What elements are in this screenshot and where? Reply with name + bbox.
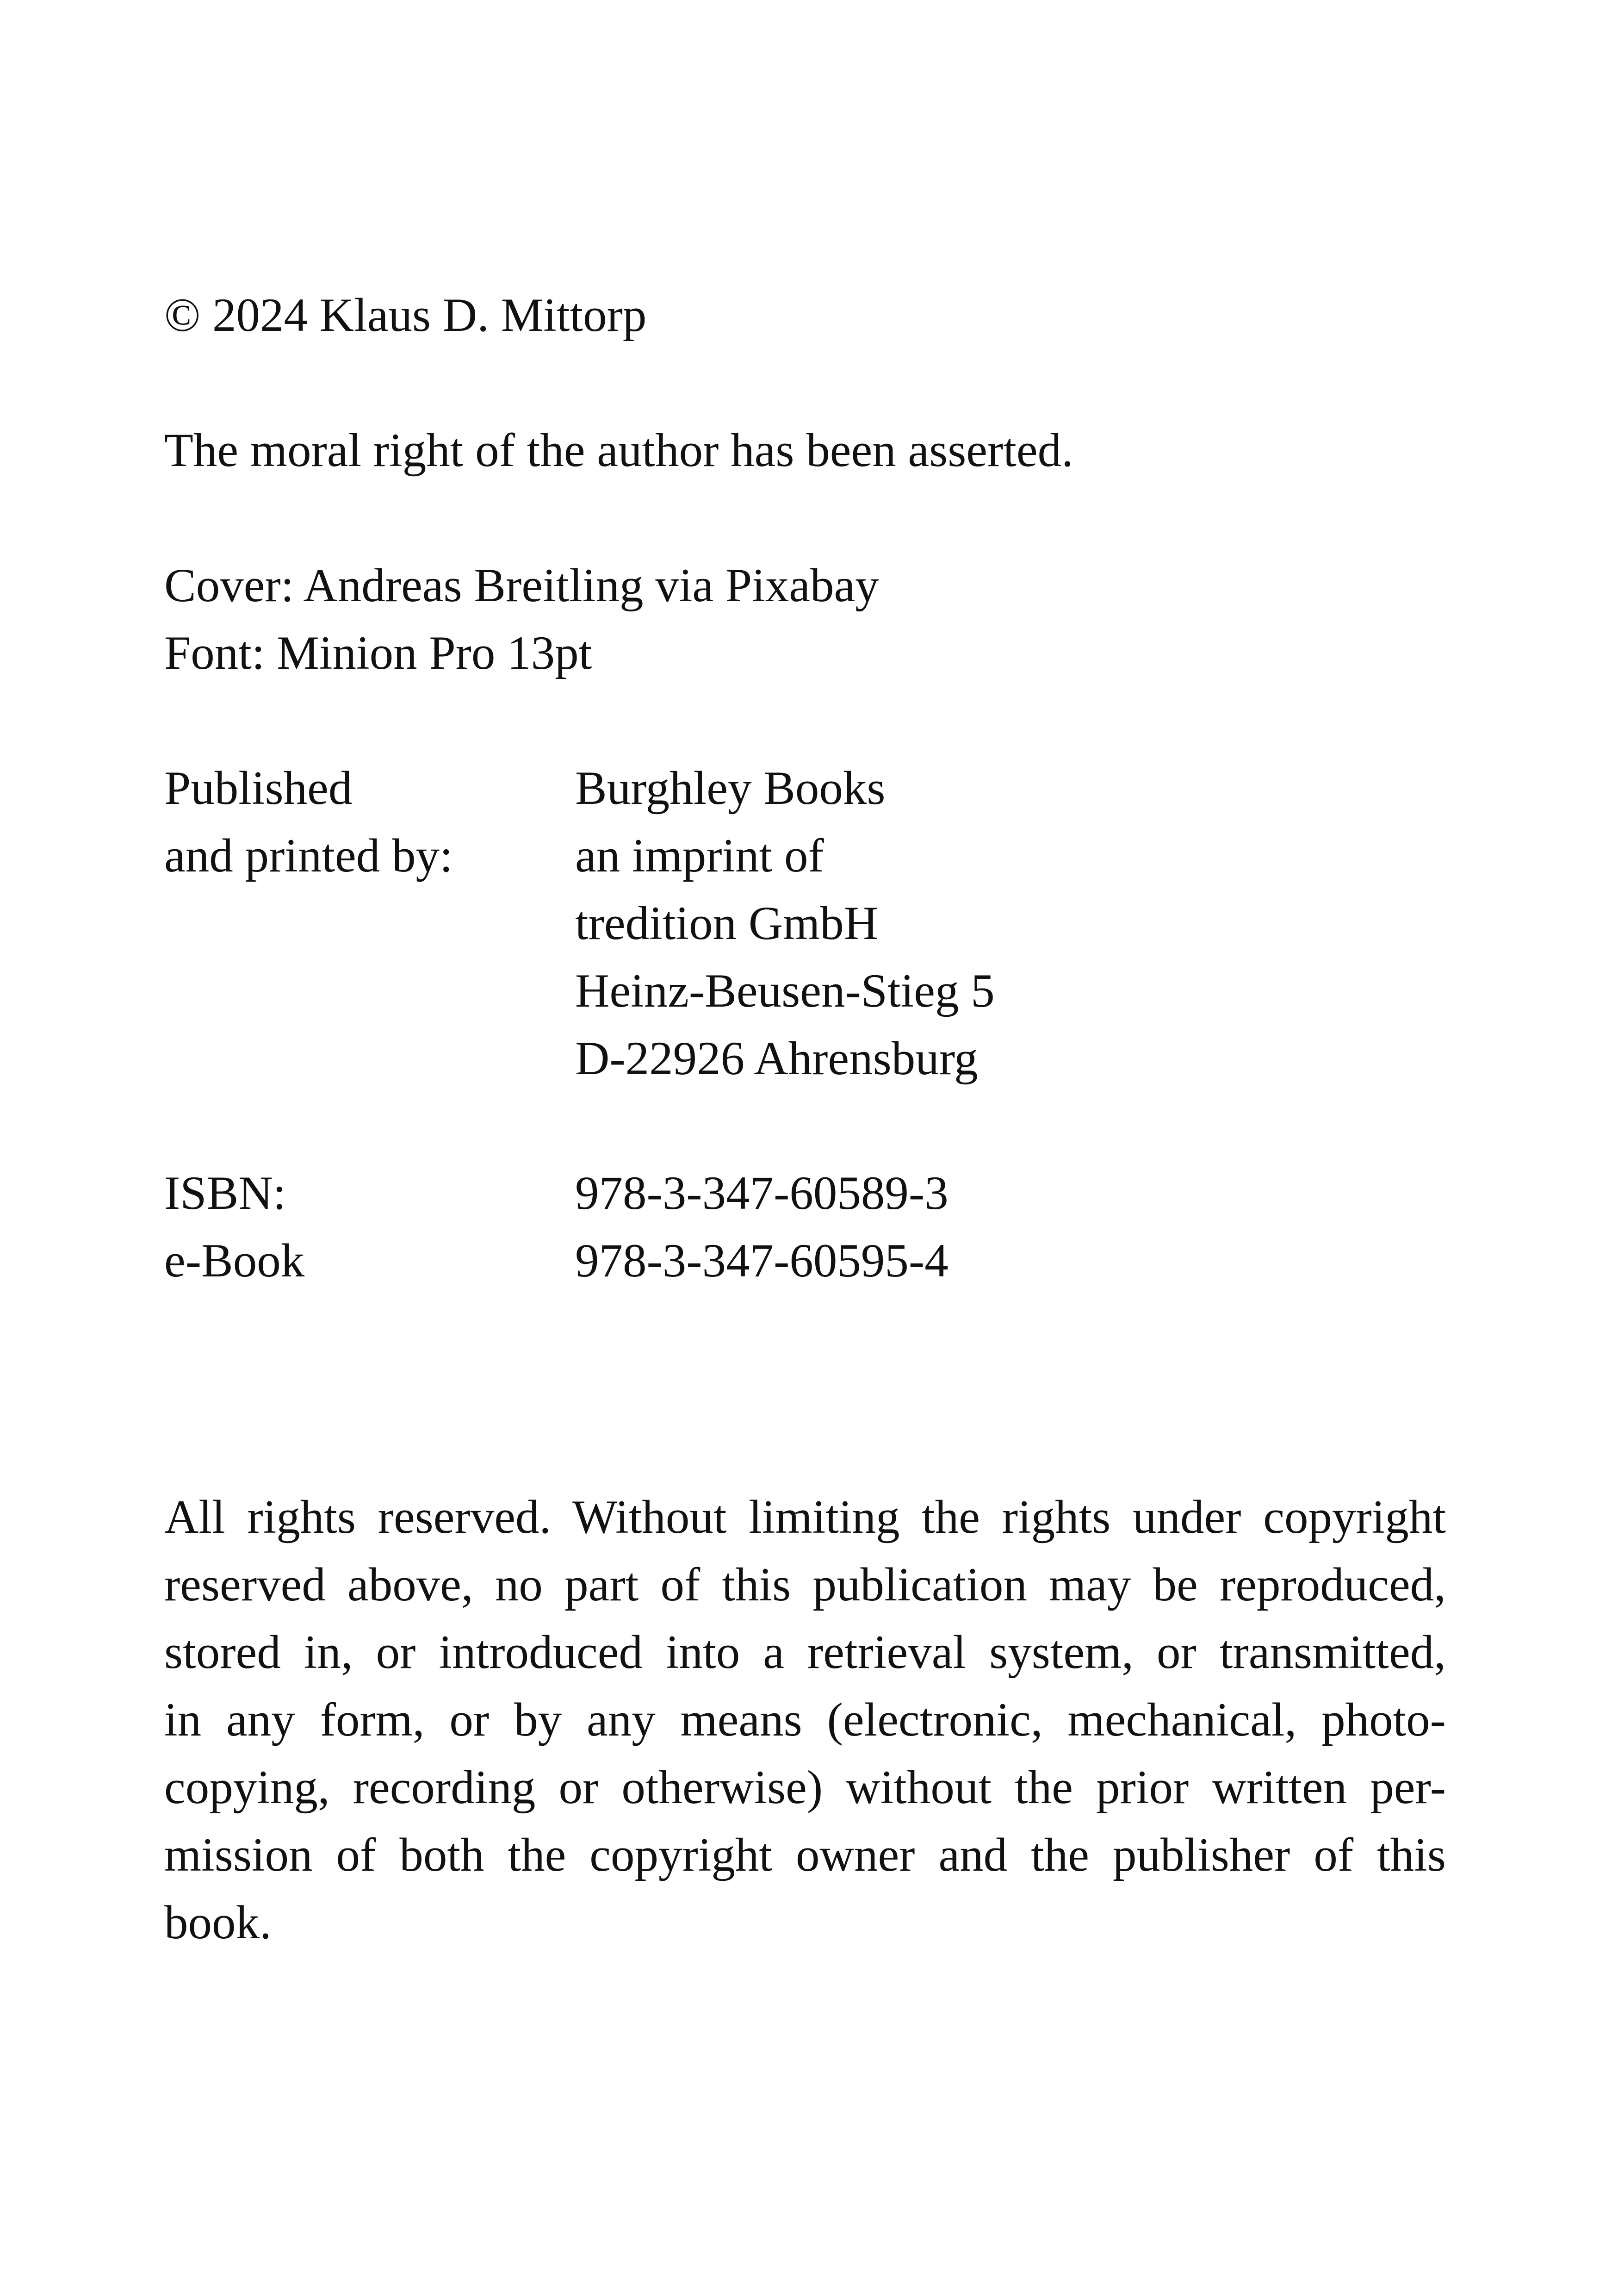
copyright-line: © 2024 Klaus D. Mittorp	[164, 289, 647, 342]
isbn-print-label: ISBN:	[164, 1167, 286, 1220]
rights-notice-line: stored in, or introduced into a retrieval system, or transmitted,	[164, 1626, 1446, 1679]
credits	[164, 552, 879, 687]
publisher-label-line: Published	[164, 762, 353, 815]
rights-notice-line: mission of both the copyright owner and the publisher of this	[164, 1829, 1446, 1881]
publisher-name: Burghley Books	[575, 762, 886, 815]
publisher-company: tredition GmbH	[575, 897, 879, 950]
rights-notice	[164, 1483, 1446, 1956]
isbn-values	[575, 1159, 948, 1294]
rights-notice-line: copying, recording or otherwise) without the prior written per-	[164, 1761, 1446, 1814]
font-credit: Font: Minion Pro 13pt	[164, 627, 592, 679]
isbn-print-value: 978-3-347-60589-3	[575, 1167, 948, 1220]
publisher-address	[575, 754, 995, 1092]
isbn-ebook-value: 978-3-347-60595-4	[575, 1234, 948, 1287]
moral-rights-line: The moral right of the author has been asserted.	[164, 424, 1073, 477]
publisher-label-line: and printed by:	[164, 829, 453, 882]
copyright-notice	[164, 281, 646, 349]
publisher-city: D-22926 Ahrensburg	[575, 1032, 978, 1085]
rights-notice-line: All rights reserved. Without limiting the rights under copyright	[164, 1491, 1446, 1543]
publisher-street: Heinz-Beusen-Stieg 5	[575, 964, 995, 1017]
moral-rights-statement	[164, 417, 1073, 484]
isbn-ebook-label: e-Book	[164, 1234, 305, 1287]
cover-credit: Cover: Andreas Breitling via Pixabay	[164, 559, 879, 612]
rights-notice-line: in any form, or by any means (electronic, mechanical, photo-	[164, 1693, 1446, 1746]
rights-notice-line: reserved above, no part of this publication may be reproduced,	[164, 1558, 1446, 1611]
isbn-labels	[164, 1159, 567, 1294]
publisher-imprint: an imprint of	[575, 829, 824, 882]
rights-notice-line: book.	[164, 1896, 272, 1949]
publisher-label	[164, 754, 567, 890]
